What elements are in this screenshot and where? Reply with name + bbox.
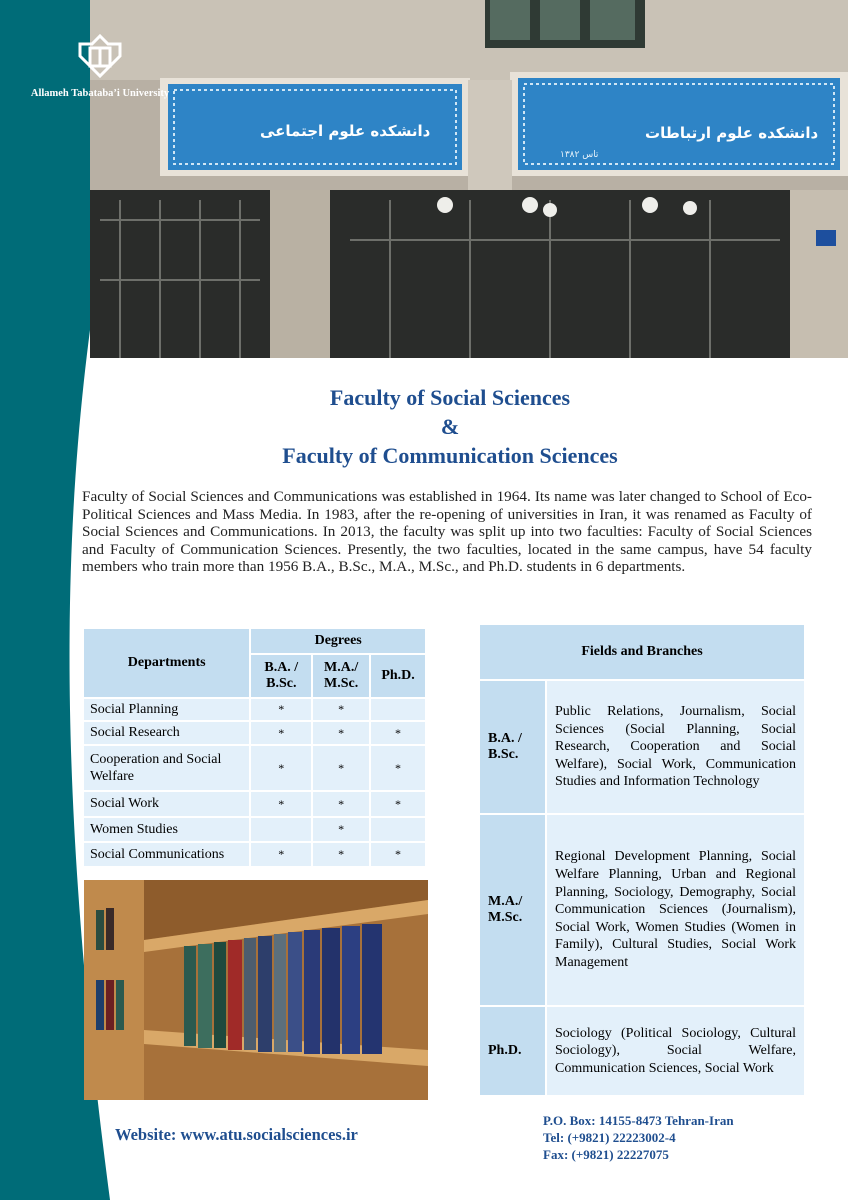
sign-year-text: تاس ۱۳۸۲ — [560, 150, 599, 160]
building-photo — [90, 0, 848, 358]
header-departments: Departments — [83, 628, 250, 698]
ba-mark: * — [250, 698, 312, 721]
table-row — [83, 698, 426, 721]
po-box: P.O. Box: 14155-8473 Tehran-Iran — [543, 1113, 734, 1128]
ba-mark: * — [250, 721, 312, 745]
ba-mark: * — [250, 745, 312, 791]
university-name: Allameh Tabataba’i University — [30, 88, 170, 99]
table-row — [83, 842, 426, 867]
ma-mark: * — [312, 698, 370, 721]
intro-paragraph: Faculty of Social Sciences and Communications was established in 1964. Its name was later changed to School of Eco-Political Sciences and Mass Media. In 1983, after the re-opening of universities in Iran, it was renamed as Faculty of Social Sciences and Communications. In 2013, the faculty was split up into two faculties: Faculty of Social Sciences and Faculty of Communication Sciences. Presently, the two faculties, located in the same campus, have 54 faculty members who train more than 1956 B.A., B.Sc., M.A., M.Sc., and Ph.D. students in 6 departments. — [82, 488, 812, 576]
fields-table — [478, 623, 806, 1097]
title-line-1: Faculty of Social Sciences — [329, 385, 571, 410]
phd-mark — [370, 817, 426, 842]
level-label: B.A. / B.Sc. — [479, 680, 546, 814]
telephone: Tel: (+9821) 22223002-4 — [543, 1130, 676, 1145]
ma-mark: * — [312, 745, 370, 791]
header-degrees: Degrees — [250, 628, 426, 654]
sign-right-text: دانشکده علوم ارتباطات — [645, 124, 819, 142]
ba-mark: * — [250, 791, 312, 817]
table-row — [479, 1006, 805, 1096]
fields-text: Regional Development Planning, Social Welfare Planning, Urban and Regional Planning, Sociology, Demography, Social Communication Sciences (Journalism), Social Work, Women Studies (Women in Family), Cultural Studies, Social Work Management — [546, 814, 805, 1006]
department-name: Social Communications — [83, 842, 250, 867]
ba-mark — [250, 817, 312, 842]
fields-text: Public Relations, Journalism, Social Sciences (Social Planning, Social Research, Cooperation and Social Welfare), Social Work, Communication Studies and Information Technology — [546, 680, 805, 814]
table-row — [83, 745, 426, 791]
fields-text: Sociology (Political Sociology, Cultural Sociology), Social Welfare, Communication Sciences, Social Work — [546, 1006, 805, 1096]
level-label: Ph.D. — [479, 1006, 546, 1096]
phd-mark: * — [370, 791, 426, 817]
department-name: Social Research — [83, 721, 250, 745]
university-logo-icon — [78, 34, 122, 78]
phd-mark — [370, 698, 426, 721]
level-label: M.A./ M.Sc. — [479, 814, 546, 1006]
ma-mark: * — [312, 721, 370, 745]
department-name: Social Planning — [83, 698, 250, 721]
phd-mark: * — [370, 721, 426, 745]
table-row — [479, 680, 805, 814]
ba-mark: * — [250, 842, 312, 867]
phd-mark: * — [370, 842, 426, 867]
fields-header: Fields and Branches — [479, 624, 805, 680]
header-ma: M.A./ M.Sc. — [312, 654, 370, 698]
ma-mark: * — [312, 817, 370, 842]
title-line-2: Faculty of Communication Sciences — [282, 443, 618, 468]
ma-mark: * — [312, 842, 370, 867]
table-row — [83, 817, 426, 842]
table-row — [83, 721, 426, 745]
header-ba: B.A. / B.Sc. — [250, 654, 312, 698]
website-link[interactable]: Website: www.atu.socialsciences.ir — [115, 1125, 358, 1144]
title-ampersand: & — [440, 414, 460, 439]
bookshelf-photo — [84, 880, 428, 1100]
department-name: Women Studies — [83, 817, 250, 842]
fax: Fax: (+9821) 22227075 — [543, 1147, 669, 1162]
table-row — [479, 814, 805, 1006]
phd-mark: * — [370, 745, 426, 791]
table-row — [83, 791, 426, 817]
department-name: Cooperation and Social Welfare — [83, 745, 250, 791]
contact-info — [543, 1112, 734, 1163]
ma-mark: * — [312, 791, 370, 817]
sign-left-text: دانشکده علوم اجتماعی — [260, 122, 431, 140]
department-name: Social Work — [83, 791, 250, 817]
departments-table — [82, 627, 427, 868]
header-phd: Ph.D. — [370, 654, 426, 698]
